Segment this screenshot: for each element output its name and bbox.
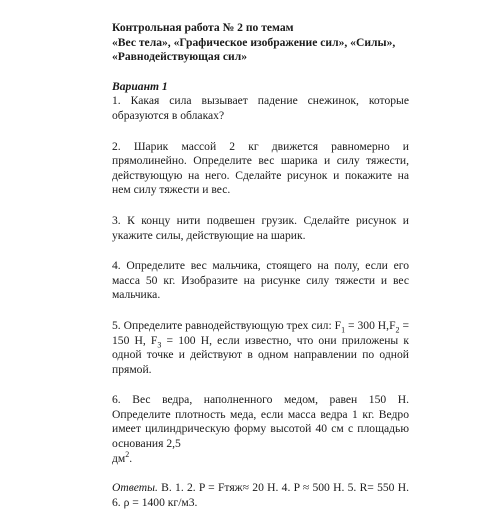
q6-unit: дм [112, 451, 126, 465]
question-2-text: 2. Шарик массой 2 кг движется равномерно и прямолинейно. Определите вес шарика и силу тяжести, действующую на него. Сделайте рисунок и покажите на нем силу тяжести и вес. [112, 139, 409, 197]
variant-heading: Вариант 1 [112, 79, 168, 93]
question-6-unit [112, 449, 409, 467]
q5-sub-3: 3 [157, 339, 162, 349]
q5-part-3: = 150 Н, F [112, 318, 410, 347]
document-title [112, 21, 409, 65]
question-1 [112, 94, 409, 123]
title-line-3: «Равнодействующая сил» [112, 50, 248, 64]
q5-part-1: 5. Определите равнодействующую трех сил: F [112, 318, 342, 332]
question-6-text: 6. Вес ведра, наполненного медом, равен 150 Н. Определите плотность меда, если масса ведра 1 кг. Ведро имеет цилиндрическую форму высотой 40 см с площадью основания 2,5 [112, 393, 409, 451]
question-4-text: 4. Определите вес мальчика, стоящего на полу, если его масса 50 кг. Изобразите на рисунке силу тяжести и вес мальчика. [112, 259, 409, 302]
q5-part-2: = 300 Н,F [345, 318, 396, 332]
answers-text: В. 1. 2. P = Fтяж≈ 20 Н. 4. P ≈ 500 Н. 5. R= 550 Н. 6. ρ = 1400 кг/м3. [112, 481, 409, 509]
question-5-text [112, 319, 409, 377]
answers-section [112, 481, 409, 510]
worksheet-content [112, 21, 409, 510]
question-5 [112, 319, 409, 377]
title-line-1: Контрольная работа № 2 по темам [112, 21, 294, 34]
question-3-text: 3. К концу нити подвешен грузик. Сделайте рисунок и укажите силы, действующие на шарик. [112, 213, 409, 242]
question-4 [112, 259, 409, 303]
q5-sub-2: 2 [395, 325, 400, 335]
q6-unit-end: . [129, 451, 133, 465]
q6-unit-sup: 2 [125, 449, 130, 459]
title-line-2: «Вес тела», «Графическое изображение сил», «Силы», [112, 35, 396, 49]
question-6 [112, 393, 409, 466]
q5-part-4: = 100 Н, если известно, что они приложены к одной точке и действуют в одном направлении по одной прямой. [112, 333, 409, 376]
question-2 [112, 140, 409, 198]
question-3 [112, 214, 409, 243]
question-1-text: 1. Какая сила вызывает падение снежинок, которые образуются в облаках? [112, 94, 409, 122]
answers-label: Ответы. [112, 481, 158, 495]
q5-sub-1: 1 [341, 325, 346, 335]
